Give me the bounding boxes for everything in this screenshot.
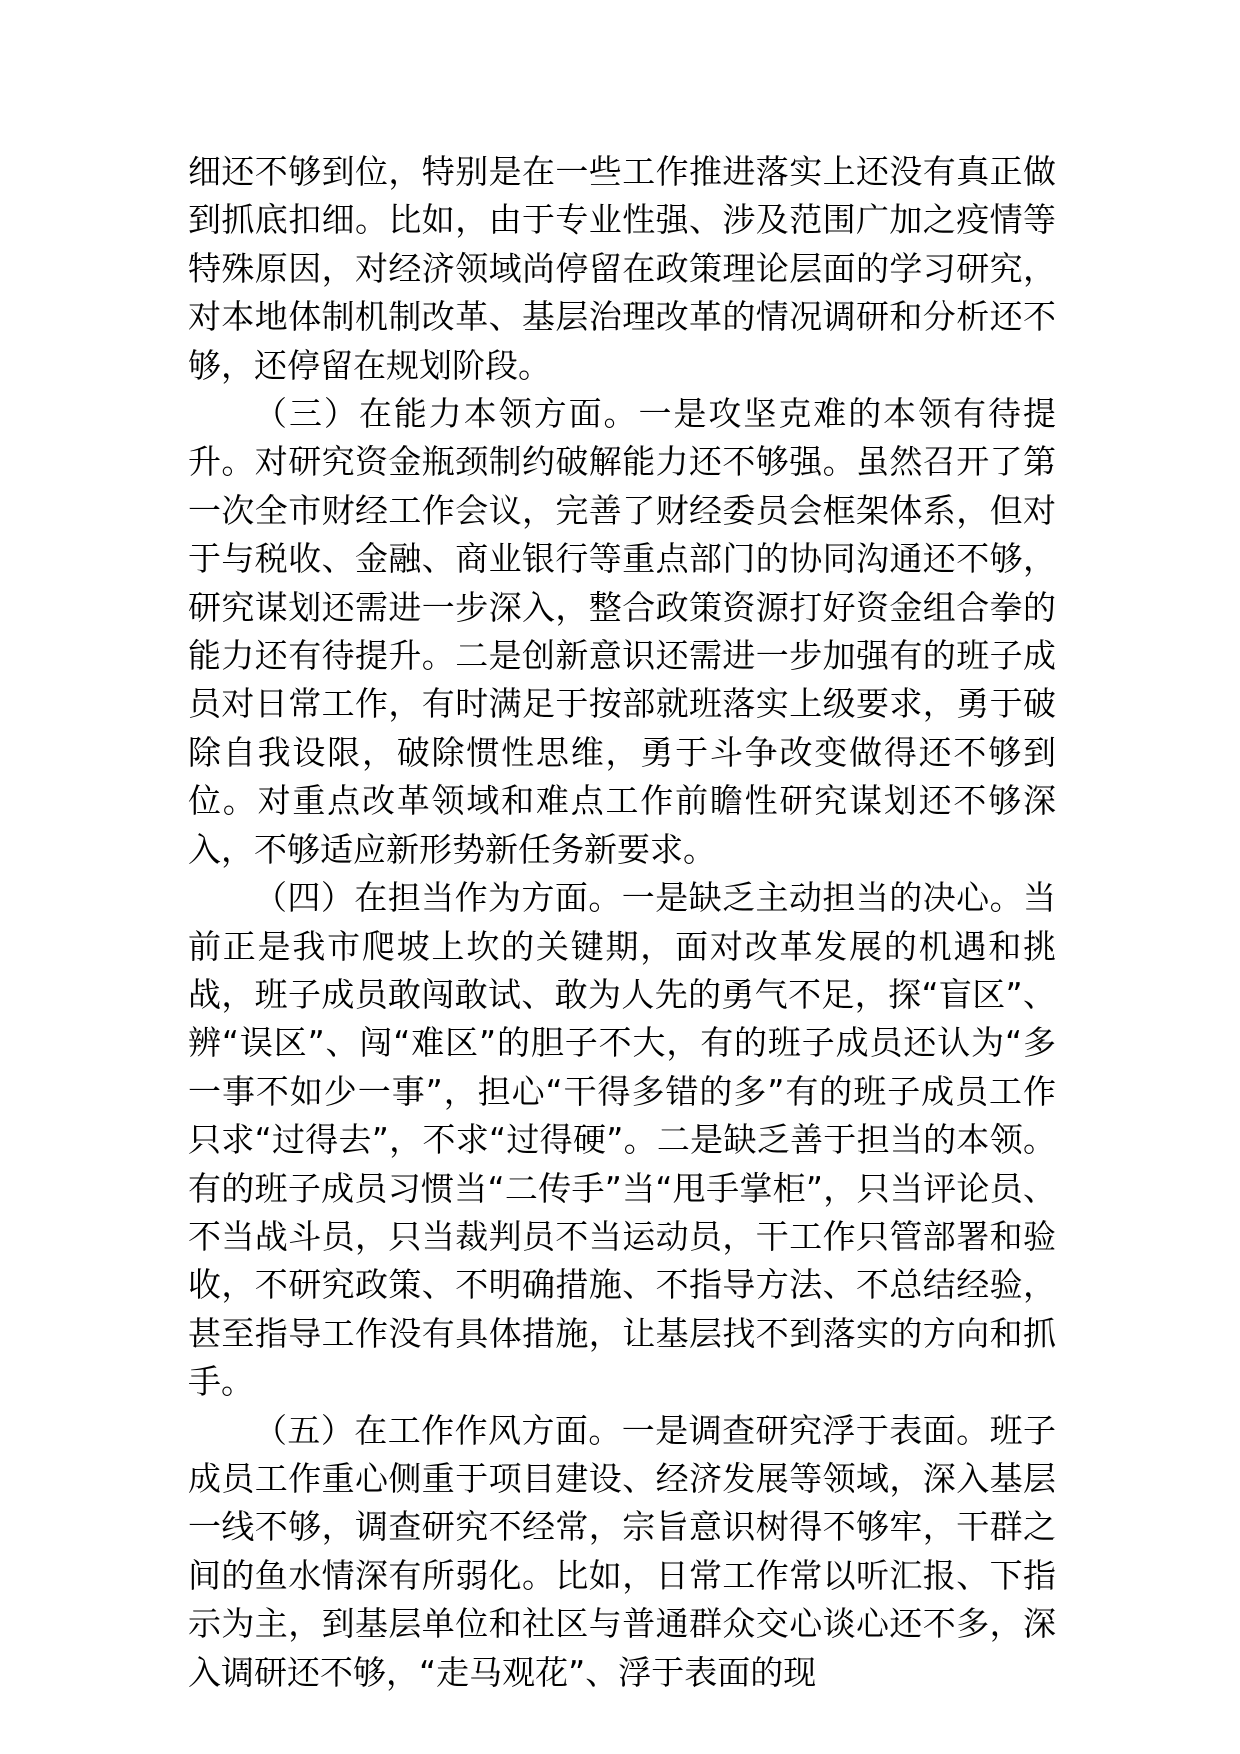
document-page [188,148,1056,1697]
paragraph-ability: （三）在能力本领方面。一是攻坚克难的本领有待提升。对研究资金瓶颈制约破解能力还不够强。虽然召开了第一次全市财经工作会议，完善了财经委员会框架体系，但对于与税收、金融、商业银行等重点部门的协同沟通还不够，研究谋划还需进一步深入，整合政策资源打好资金组合拳的能力还有待提升。二是创新意识还需进一步加强有的班子成员对日常工作，有时满足于按部就班落实上级要求，勇于破除自我设限，破除惯性思维，勇于斗争改变做得还不够到位。对重点改革领域和难点工作前瞻性研究谋划还不够深入，不够适应新形势新任务新要求。 [188,394,1056,869]
paragraph-responsibility: （四）在担当作为方面。一是缺乏主动担当的决心。当前正是我市爬坡上坎的关键期，面对改革发展的机遇和挑战，班子成员敢闯敢试、敢为人先的勇气不足，探“盲区”、辨“误区”、闯“难区”的胆子不大，有的班子成员还认为“多一事不如少一事”，担心“干得多错的多”有的班子成员工作只求“过得去”，不求“过得硬”。二是缺乏善于担当的本领。有的班子成员习惯当“二传手”当“甩手掌柜”，只当评论员、不当战斗员，只当裁判员不当运动员，干工作只管部署和验收，不研究政策、不明确措施、不指导方法、不总结经验，甚至指导工作没有具体措施，让基层找不到落实的方向和抓手。 [188,878,1056,1402]
paragraph-continuation: 细还不够到位，特别是在一些工作推进落实上还没有真正做到抓底扣细。比如，由于专业性强、涉及范围广加之疫情等特殊原因，对经济领域尚停留在政策理论层面的学习研究，对本地体制机制改革、基层治理改革的情况调研和分析还不够，还停留在规划阶段。 [188,152,1056,385]
paragraph-work-style: （五）在工作作风方面。一是调查研究浮于表面。班子成员工作重心侧重于项目建设、经济发展等领域，深入基层一线不够，调查研究不经常，宗旨意识树得不够牢，干群之间的鱼水情深有所弱化。比如，日常工作常以听汇报、下指示为主，到基层单位和社区与普通群众交心谈心还不多，深入调研还不够，“走马观花”、浮于表面的现 [188,1410,1056,1692]
